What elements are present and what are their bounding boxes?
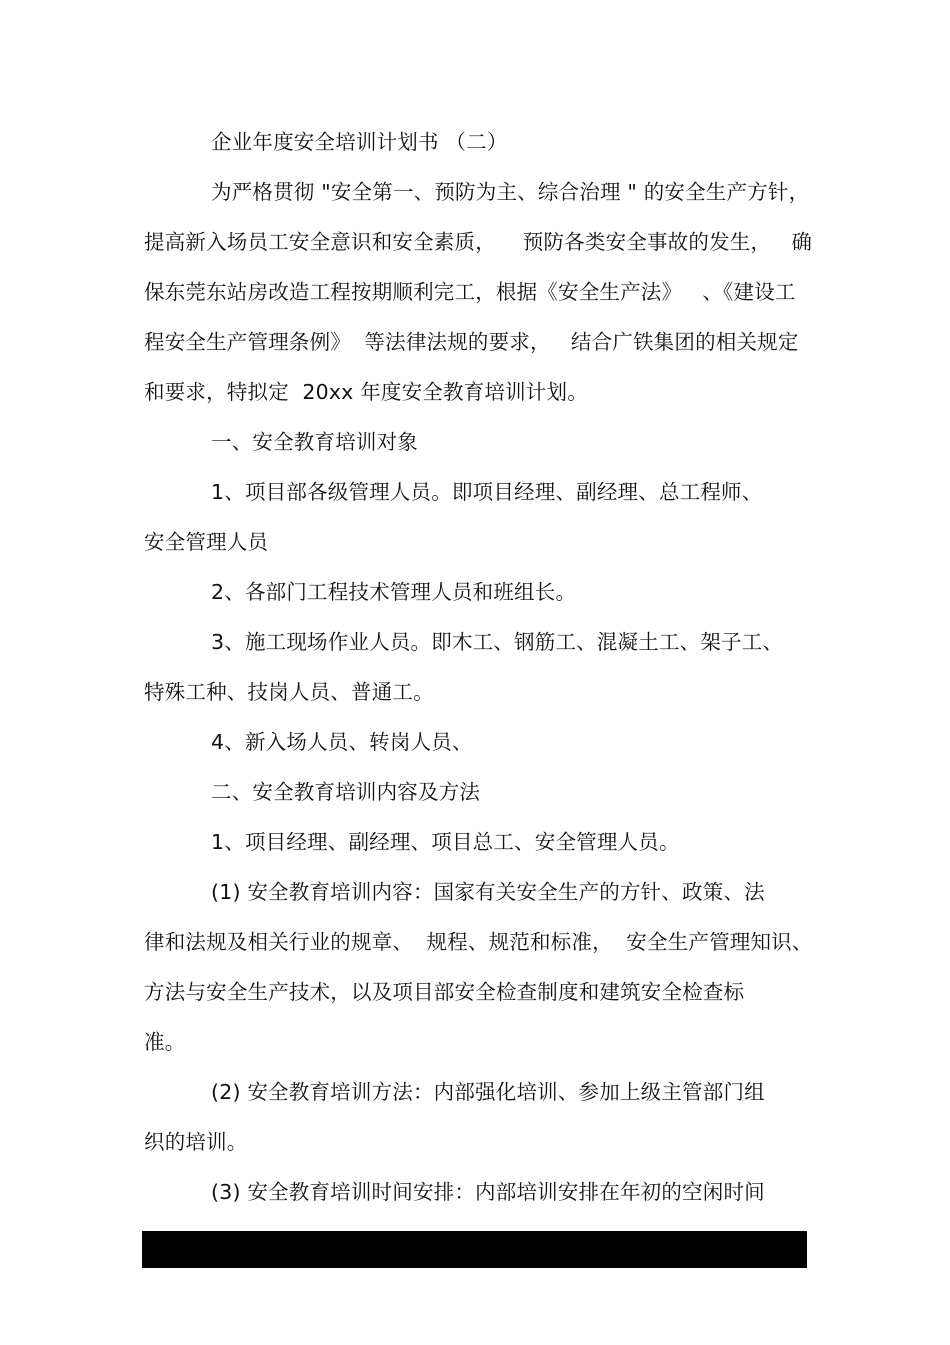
paragraph-line: 保东莞东站房改造工程按期顺利完工，根据《安全生产法》 、《建设工	[144, 280, 796, 304]
list-item-continuation: 特殊工种、技岗人员、普通工。	[144, 680, 434, 704]
paragraph-line: 程安全生产管理条例》 等法律法规的要求， 结合广铁集团的相关规定	[144, 330, 799, 354]
sub-item-continuation: 准。	[144, 1030, 186, 1054]
section-heading-1: 一、安全教育培训对象	[211, 430, 418, 454]
sub-item: (2) 安全教育培训方法：内部强化培训、参加上级主管部门组	[211, 1080, 765, 1104]
sub-item: (1) 安全教育培训内容：国家有关安全生产的方针、政策、法	[211, 880, 765, 904]
sub-item: (3) 安全教育培训时间安排：内部培训安排在年初的空闲时间	[211, 1180, 765, 1204]
paragraph-line: 为严格贯彻 "安全第一、预防为主、综合治理 " 的安全生产方针，	[211, 180, 810, 204]
paragraph-line: 提高新入场员工安全意识和安全素质， 预防各类安全事故的发生， 确	[144, 230, 813, 254]
section-heading-2: 二、安全教育培训内容及方法	[211, 780, 481, 804]
sub-item-continuation: 律和法规及相关行业的规章、 规程、规范和标准， 安全生产管理知识、	[144, 930, 813, 954]
list-item: 1、项目经理、副经理、项目总工、安全管理人员。	[211, 830, 680, 854]
paragraph-line: 和要求，特拟定 20xx 年度安全教育培训计划。	[144, 380, 588, 404]
footer-black-bar	[142, 1231, 807, 1268]
list-item: 1、项目部各级管理人员。即项目经理、副经理、总工程师、	[211, 480, 763, 504]
document-title: 企业年度安全培训计划书 （二）	[211, 130, 508, 154]
list-item: 2、各部门工程技术管理人员和班组长。	[211, 580, 577, 604]
list-item-continuation: 安全管理人员	[144, 530, 269, 554]
list-item: 3、施工现场作业人员。即木工、钢筋工、混凝土工、架子工、	[211, 630, 784, 654]
sub-item-continuation: 织的培训。	[144, 1130, 248, 1154]
list-item: 4、新入场人员、转岗人员、	[211, 730, 473, 754]
sub-item-continuation: 方法与安全生产技术，以及项目部安全检查制度和建筑安全检查标	[144, 980, 745, 1004]
